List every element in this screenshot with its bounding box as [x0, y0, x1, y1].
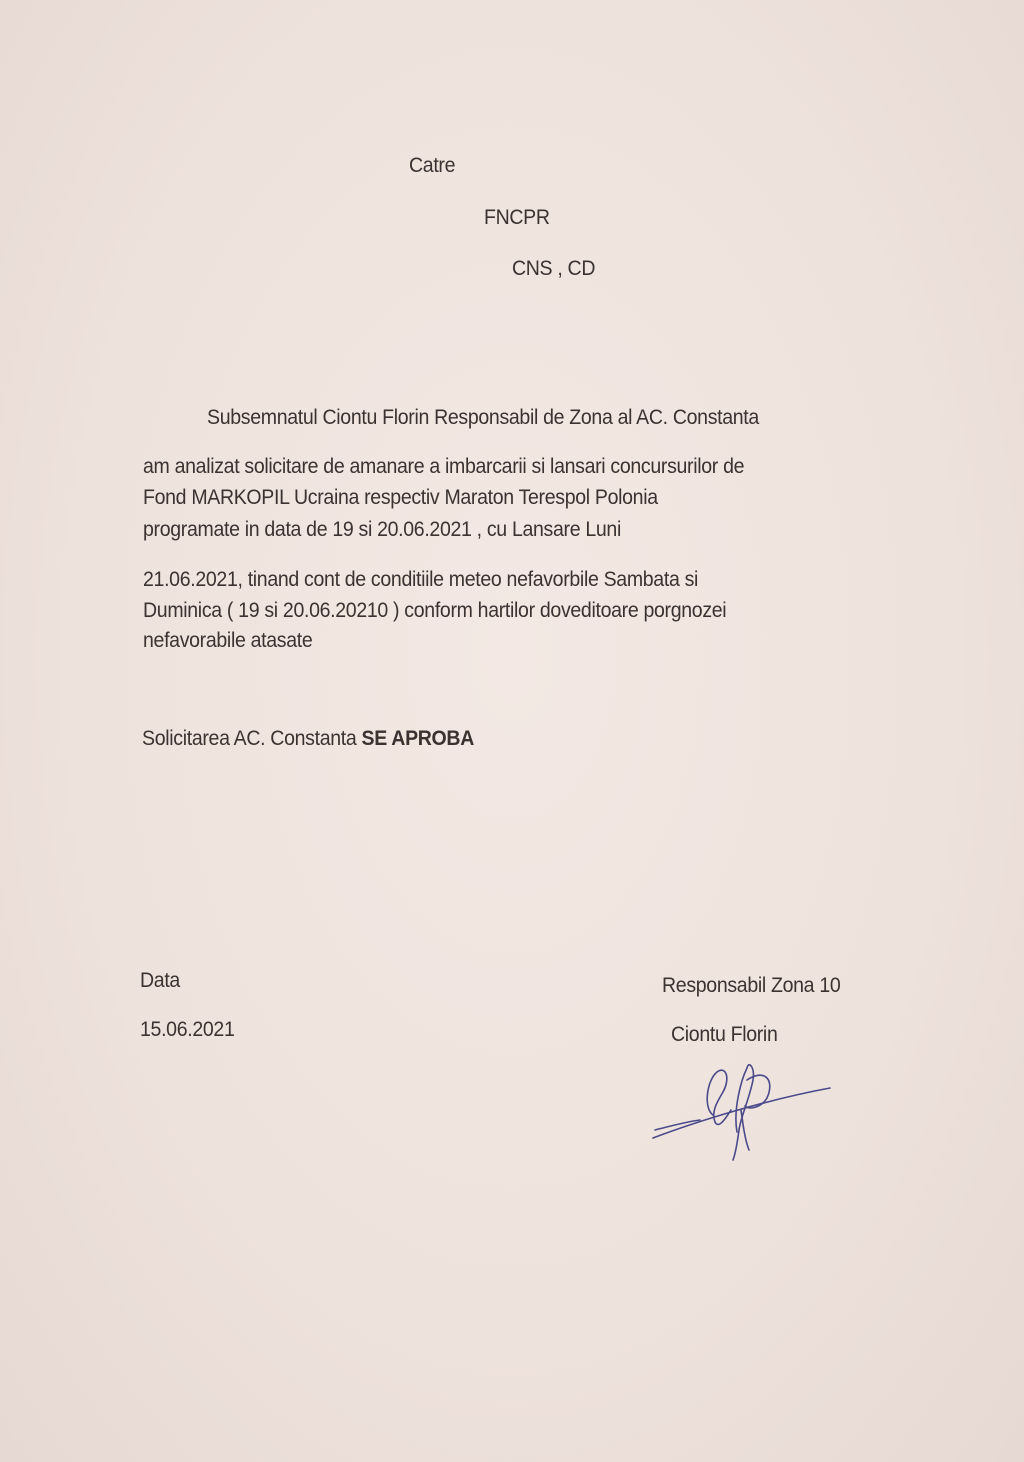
signatory-title: Responsabil Zona 10: [662, 974, 841, 997]
date-value: 15.06.2021: [140, 1018, 235, 1041]
recipient-line-3: CNS , CD: [512, 257, 596, 280]
decision-prefix: Solicitarea AC. Constanta: [142, 727, 362, 750]
paragraph1-line: Fond MARKOPIL Ucraina respectiv Maraton Terespol Polonia: [143, 486, 658, 509]
intro-line: Subsemnatul Ciontu Florin Responsabil de Zona al AC. Constanta: [207, 406, 759, 429]
paragraph1-line: programate in data de 19 si 20.06.2021 , cu Lansare Luni: [143, 518, 621, 541]
recipient-line-1: Catre: [409, 154, 456, 177]
paragraph1-line: am analizat solicitare de amanare a imbarcarii si lansari concursurilor de: [143, 455, 745, 478]
recipient-line-2: FNCPR: [484, 206, 550, 229]
decision-line: [142, 726, 474, 752]
handwritten-signature: [645, 1050, 845, 1165]
decision-verdict: SE APROBA: [361, 727, 474, 750]
signatory-name: Ciontu Florin: [671, 1023, 778, 1046]
paragraph2-line: nefavorabile atasate: [143, 629, 313, 652]
date-label: Data: [140, 969, 180, 992]
paragraph2-line: 21.06.2021, tinand cont de conditiile meteo nefavorbile Sambata si: [143, 568, 699, 591]
paragraph2-line: Duminica ( 19 si 20.06.20210 ) conform hartilor doveditoare porgnozei: [143, 599, 727, 622]
